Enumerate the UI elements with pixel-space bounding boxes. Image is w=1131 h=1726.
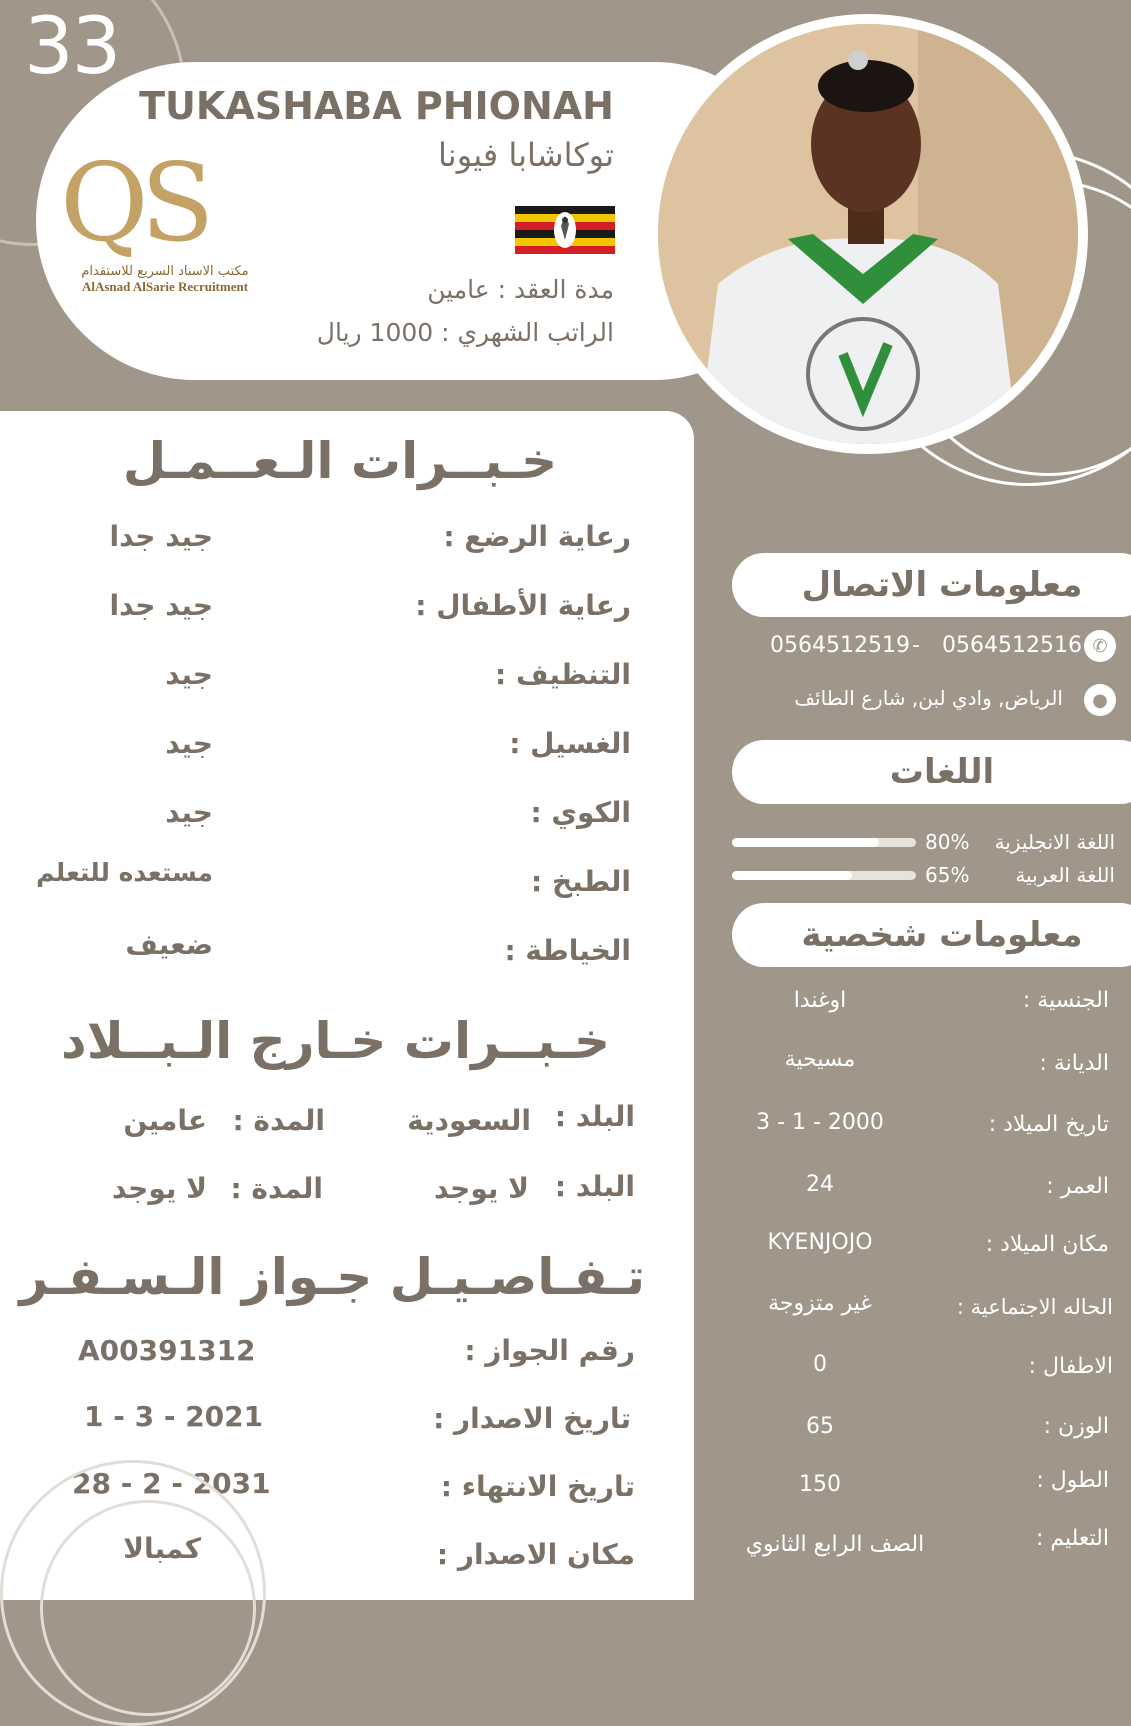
personal-label: الجنسية : (1022, 988, 1109, 1013)
work-label: الخياطة : (504, 934, 631, 967)
personal-value: 24 (806, 1172, 834, 1197)
personal-label: الديانة : (1039, 1051, 1109, 1076)
personal-value: الصف الرابع الثانوي (745, 1532, 925, 1557)
company-logo (60, 141, 270, 295)
work-label: التنظيف : (495, 658, 631, 691)
contract-duration: مدة العقد : عامين (427, 275, 614, 304)
personal-label: العمر : (1046, 1174, 1109, 1199)
personal-value: 65 (806, 1414, 834, 1439)
work-value: جيد (165, 796, 213, 829)
language-name: اللغة الانجليزية (994, 830, 1115, 854)
personal-value: 0 (813, 1352, 827, 1377)
passport-label: تاريخ الانتهاء : (440, 1470, 635, 1503)
passport-label: مكان الاصدار : (436, 1538, 635, 1571)
work-experience-title: خـبــرات الـعــمـل (122, 432, 558, 490)
language-percent: 65% (925, 863, 970, 887)
language-name: اللغة العربية (1015, 863, 1115, 887)
personal-value: 150 (799, 1472, 841, 1497)
work-label: الكوي : (530, 796, 631, 829)
logo-mark: QS (60, 141, 207, 266)
cv-number: 33 (24, 2, 120, 92)
logo-name-en: AlAsnad AlSarie Recruitment (81, 279, 249, 294)
passport-details-title: تـفـاصـيـل جـواز الـسـفـر (19, 1248, 645, 1306)
work-value: جيد جدا (109, 520, 213, 553)
work-value: جيد (165, 658, 213, 691)
personal-label: الحاله الاجتماعية : (956, 1295, 1113, 1319)
phone-number-2: 0564512519 (770, 633, 910, 658)
decorative-ring (40, 1500, 256, 1716)
passport-label: رقم الجواز : (464, 1334, 635, 1367)
worker-name-ar: توكاشابا فيونا (438, 136, 614, 174)
passport-value: A00391312 (78, 1334, 256, 1367)
abroad-duration-label: المدة : (232, 1104, 325, 1137)
abroad-country: لا يوجد (433, 1172, 529, 1205)
personal-label: الوزن : (1043, 1414, 1109, 1439)
monthly-salary: الراتب الشهري : 1000 ريال (316, 318, 614, 347)
uganda-flag-icon (515, 206, 615, 254)
language-level-bar (732, 871, 916, 880)
worker-photo (658, 24, 1078, 444)
work-value: مستعده للتعلم (36, 858, 213, 887)
personal-title: معلومات شخصية (801, 915, 1083, 955)
address: الرياض, وادي لبن, شارع الطائف (794, 686, 1063, 710)
abroad-duration: عامين (123, 1104, 207, 1137)
location-pin-icon: ● (1084, 684, 1116, 716)
personal-label: التعليم : (1035, 1526, 1109, 1551)
passport-value: 1 - 3 - 2021 (84, 1400, 264, 1433)
personal-value: 3 - 1 - 2000 (756, 1110, 884, 1135)
personal-label: مكان الميلاد : (985, 1232, 1109, 1257)
language-level-bar (732, 838, 916, 847)
abroad-duration: لا يوجد (111, 1172, 207, 1205)
personal-label: الطول : (1036, 1468, 1109, 1493)
personal-value: اوغندا (793, 988, 847, 1013)
phone-separator: - (912, 633, 920, 658)
languages-title: اللغات (889, 752, 995, 792)
personal-value: KYENJOJO (767, 1230, 873, 1255)
personal-label: تاريخ الميلاد : (988, 1112, 1109, 1137)
work-label: الغسيل : (509, 727, 631, 760)
work-value: جيد جدا (109, 589, 213, 622)
work-value: جيد (165, 727, 213, 760)
passport-value: كمبالا (123, 1532, 201, 1565)
abroad-duration-label: المدة : (230, 1172, 323, 1205)
abroad-country: السعودية (407, 1104, 531, 1137)
abroad-experience-title: خـبــرات خـارج الـبــلاد (61, 1012, 610, 1070)
passport-label: تاريخ الاصدار : (433, 1402, 631, 1435)
abroad-country-label: البلد : (554, 1100, 635, 1133)
work-label: رعاية الأطفال : (415, 589, 631, 622)
work-value: ضعيف (125, 928, 213, 961)
phone-number-1: 0564512516 (942, 633, 1082, 658)
work-label: الطبخ : (531, 865, 631, 898)
logo-name-ar: مكتب الاسناد السريع للاستقدام (81, 264, 249, 279)
personal-value: مسيحية (784, 1047, 856, 1072)
personal-label: الاطفال : (1028, 1354, 1113, 1379)
passport-value: 28 - 2 - 2031 (72, 1467, 271, 1500)
personal-value: غير متزوجة (768, 1291, 872, 1316)
language-percent: 80% (925, 830, 970, 854)
personal-title-pill (732, 903, 1131, 967)
contact-title-pill (732, 553, 1131, 617)
languages-title-pill (732, 740, 1131, 804)
work-label: رعاية الرضع : (443, 520, 631, 553)
phone-icon: ✆ (1084, 630, 1116, 662)
worker-name-en: TUKASHABA PHIONAH (139, 84, 614, 128)
contact-title: معلومات الاتصال (801, 565, 1083, 605)
abroad-country-label: البلد : (554, 1170, 635, 1203)
